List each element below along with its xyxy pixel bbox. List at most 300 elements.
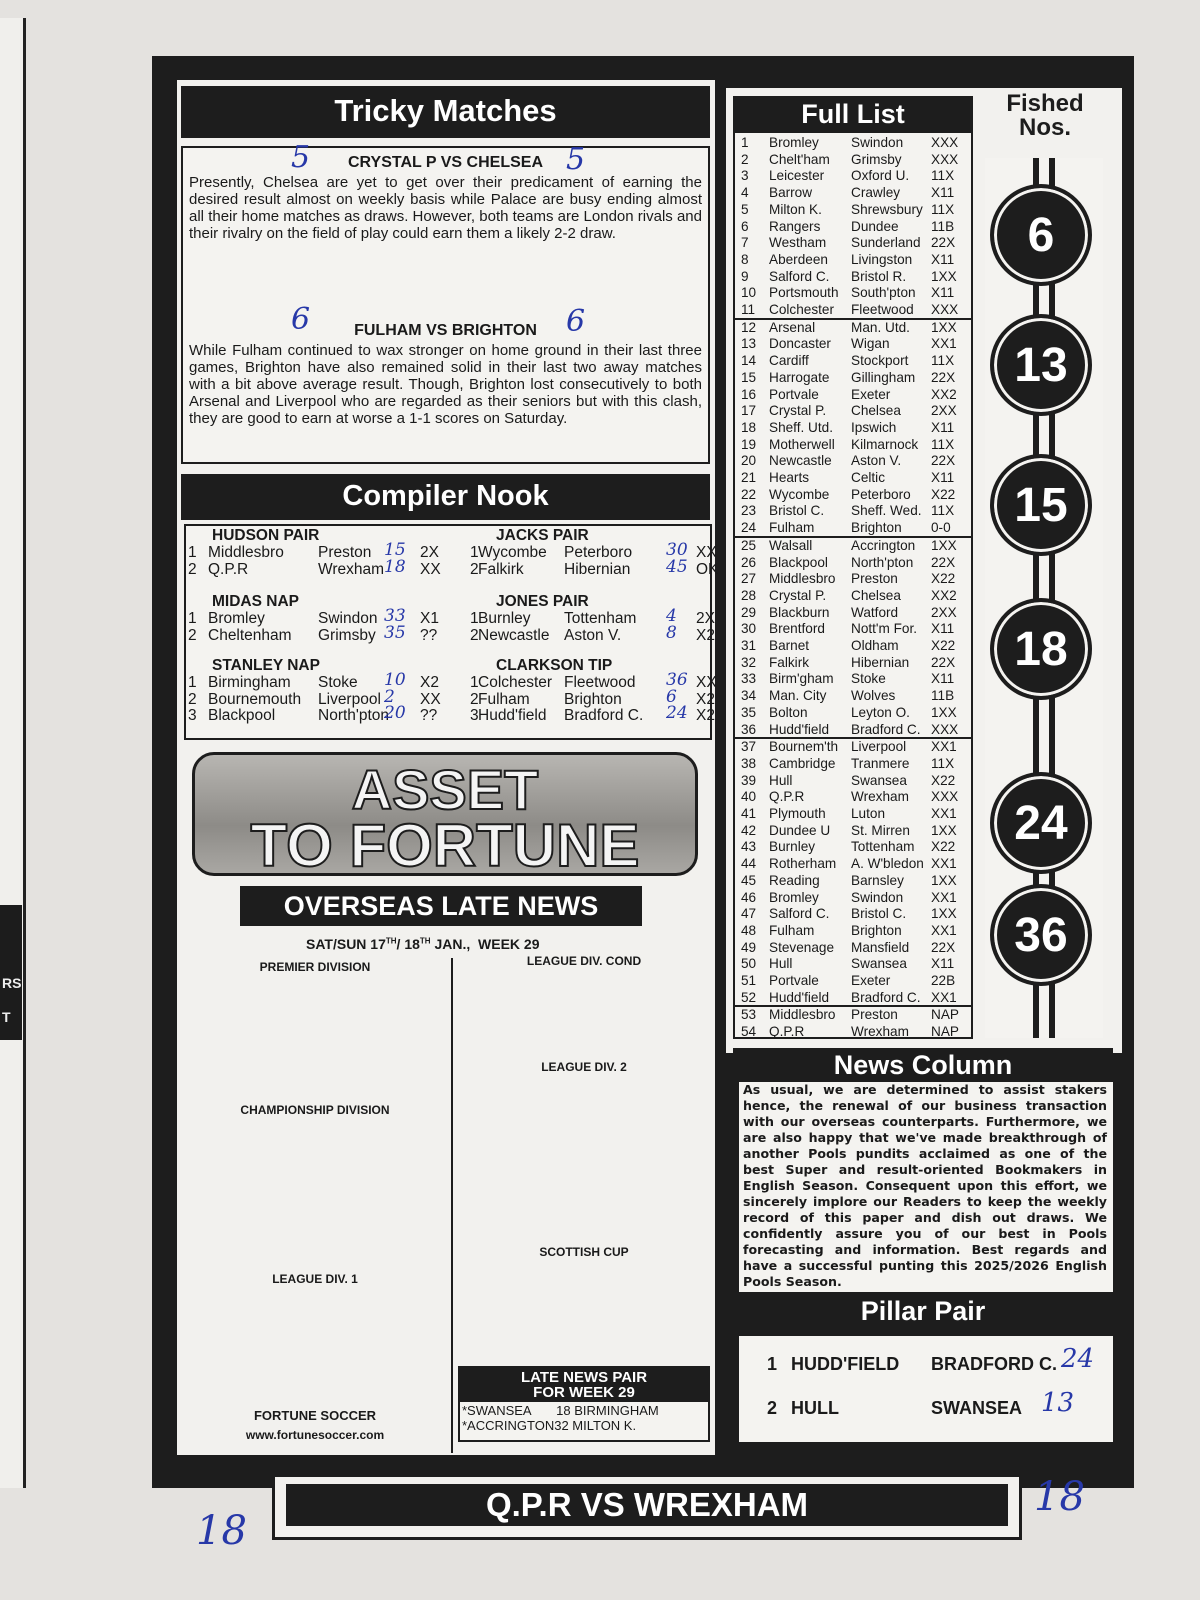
full-list-num: 2 — [741, 151, 749, 167]
compiler-row — [470, 703, 720, 725]
asset-banner-line1: ASSET — [351, 758, 539, 821]
compiler-handwritten-number: 8 — [666, 622, 677, 643]
late-news-pair-row2: *ACCRINGTON32 MILTON K. — [462, 1418, 637, 1433]
full-list-away: Brighton — [851, 922, 902, 938]
full-list-row — [735, 739, 971, 756]
full-list-prediction: XX1 — [931, 922, 957, 938]
full-list-away: Bristol R. — [851, 268, 907, 284]
compiler-away-team: Preston — [318, 543, 372, 561]
tricky-matches-header: Tricky Matches — [181, 86, 710, 138]
full-list-prediction: NAP — [931, 1007, 959, 1023]
full-list-away: Luton — [851, 806, 886, 821]
full-list-away: Bristol C. — [851, 906, 907, 922]
full-list-row — [735, 722, 971, 739]
fished-title-2: Nos. — [1018, 114, 1071, 141]
late-news-pair-title1: LATE NEWS PAIR — [520, 1369, 648, 1386]
compiler-group — [470, 594, 720, 644]
full-list-away: Brighton — [851, 520, 902, 536]
full-list-prediction: XX1 — [931, 889, 957, 905]
full-list-prediction: 22X — [931, 235, 956, 251]
fished-number-ball — [990, 598, 1092, 700]
full-list-prediction: 1XX — [931, 822, 957, 838]
match1-text: Presently, Chelsea are yet to get over their predicament of earning the desired result almost on weekly basis while Palace are busy ending almost all their home matches as draws. However, both teams are London rivals and their rivalry on the field of play could earn them a likely 2-2 draw. — [189, 174, 702, 242]
full-list-home: Fulham — [769, 922, 815, 938]
compiler-row-num: 2 — [188, 626, 197, 644]
full-list-prediction: XX1 — [931, 336, 957, 352]
full-list-table — [733, 131, 973, 1039]
full-list-away: Oxford U. — [851, 168, 910, 184]
full-list-num: 32 — [741, 654, 757, 670]
overseas-divider — [451, 958, 453, 1453]
full-list-away: Wrexham — [851, 789, 909, 805]
compiler-away-team: Aston V. — [564, 626, 622, 644]
full-list-row — [735, 923, 971, 940]
fished-number: 24 — [1014, 797, 1068, 850]
left-strip-text-2: T — [2, 1009, 11, 1025]
compiler-home-team: Middlesbro — [208, 543, 284, 561]
full-list-prediction: 11X — [931, 168, 955, 184]
asset-banner — [192, 752, 698, 879]
overseas-section-header: CHAMPIONSHIP DIVISION — [240, 1102, 390, 1117]
compiler-home-team: Falkirk — [478, 560, 524, 578]
full-list-away: South'pton — [851, 285, 916, 301]
compiler-row — [470, 605, 720, 628]
fished-number-ball — [990, 884, 1092, 986]
full-list-prediction: X22 — [931, 486, 956, 502]
compiler-away-team: Swindon — [318, 609, 378, 627]
full-list-home: Burnley — [769, 839, 816, 855]
full-list-row — [735, 873, 971, 890]
compiler-row-num: 2 — [470, 626, 479, 644]
footer-brand: FORTUNE SOCCER — [253, 1408, 377, 1423]
compiler-group-title: MIDAS NAP — [212, 593, 299, 610]
full-list-row — [735, 756, 971, 773]
full-list-num: 18 — [741, 419, 757, 435]
full-list-row — [735, 302, 971, 319]
compiler-row-num: 1 — [470, 609, 479, 627]
pillar-pair-title: Pillar Pair — [860, 1296, 986, 1326]
full-list-home: Bournem'th — [769, 739, 839, 755]
full-list-row — [735, 420, 971, 437]
full-list-away: Oldham — [851, 638, 899, 653]
full-list-num: 21 — [741, 470, 757, 485]
full-list-away: Man. Utd. — [851, 319, 910, 335]
compiler-group — [470, 658, 720, 725]
full-list-row — [735, 621, 971, 638]
full-list-home: Portvale — [769, 386, 819, 402]
full-list-row — [735, 1007, 971, 1024]
full-list-prediction: 22X — [931, 369, 956, 385]
full-list-away: Celtic — [851, 470, 885, 485]
compiler-row — [470, 622, 720, 645]
full-list-row — [735, 671, 971, 688]
full-list-num: 16 — [741, 386, 757, 402]
compiler-handwritten-number: 4 — [666, 605, 677, 626]
full-list-home: Wycombe — [769, 486, 830, 502]
compiler-prediction: XX — [420, 560, 441, 578]
full-list-num: 24 — [741, 520, 757, 536]
full-list-home: Falkirk — [769, 654, 810, 670]
fished-number-ball — [990, 314, 1092, 416]
match1-handwritten-left: 5 — [291, 140, 311, 175]
full-list-away: Exeter — [851, 973, 891, 988]
full-list-row — [735, 906, 971, 923]
compiler-away-team: Hibernian — [564, 560, 631, 578]
full-list-home: Newcastle — [769, 453, 832, 469]
compiler-handwritten-number: 20 — [384, 703, 406, 724]
full-list-home: Portvale — [769, 973, 819, 988]
compiler-away-team: Grimsby — [318, 626, 376, 644]
full-list-prediction: 11X — [931, 503, 955, 519]
full-list-prediction: XX1 — [931, 739, 957, 755]
pillar-r1-handwritten: 24 — [1061, 1344, 1095, 1374]
full-list-home: Stevenage — [769, 939, 835, 955]
full-list-away: Chelsea — [851, 587, 901, 603]
full-list-prediction: 11X — [931, 755, 955, 771]
full-list-away: Grimsby — [851, 151, 902, 167]
full-list-row — [735, 789, 971, 806]
compiler-prediction: X2 — [696, 707, 715, 725]
full-list-away: Chelsea — [851, 403, 901, 419]
compiler-prediction: X2 — [696, 626, 715, 644]
full-list-away: Ipswich — [851, 419, 897, 435]
compiler-handwritten-number: 6 — [666, 686, 677, 707]
full-list-num: 17 — [741, 403, 757, 419]
news-column-text: As usual, we are determined to assist stakers hence, the renewal of our business transaction with our overseas counterparts. Furthermore, we are also happy that we've made breakthrough of another Pools pundits acclaimed as one of the best Super and result-oriented Bookmakers in English Season. Consequent upon this effort, we sincerely implore our Readers to keep the weekly record of this paper and dish out draws. We confidently assure you of our best in Pools forecasting and information. Best regards and have a successful punting this 2025/2026 English Pools Season. — [743, 1082, 1107, 1289]
pillar-r1-home: HUDD'FIELD — [791, 1354, 900, 1374]
match1-handwritten-right: 5 — [566, 142, 586, 177]
full-list-num: 54 — [741, 1024, 757, 1040]
full-list-row — [735, 370, 971, 387]
full-list-away: Wolves — [851, 688, 896, 704]
full-list-row — [735, 990, 971, 1007]
full-list-row — [735, 940, 971, 957]
compiler-row-num: 2 — [470, 690, 479, 708]
full-list-home: Portsmouth — [769, 285, 839, 301]
full-list-home: Q.P.R — [769, 789, 805, 805]
full-list-home: Leicester — [769, 168, 825, 184]
full-list-row — [735, 806, 971, 823]
full-list-row — [735, 336, 971, 353]
compiler-handwritten-number: 18 — [384, 556, 406, 577]
compiler-prediction: XX — [420, 690, 441, 708]
full-list-home: Middlesbro — [769, 1007, 836, 1023]
full-list-away: Fleetwood — [851, 302, 914, 317]
full-list-away: Nott'm For. — [851, 621, 918, 637]
full-list-row — [735, 285, 971, 302]
compiler-row — [188, 669, 439, 692]
compiler-group — [188, 594, 438, 644]
full-list-away: Barnsley — [851, 872, 904, 888]
late-news-pair-title2: FOR WEEK 29 — [533, 1384, 635, 1401]
match1-title: CRYSTAL P VS CHELSEA — [348, 154, 543, 171]
full-list-prediction: 22X — [931, 654, 956, 670]
full-list-prediction: 11X — [931, 201, 955, 217]
compiler-prediction: XX — [696, 543, 717, 561]
full-list-row — [735, 437, 971, 454]
pillar-pair-box — [739, 1336, 1113, 1442]
fished-title-1: Fished — [1006, 90, 1084, 117]
news-column-title: News Column — [833, 1050, 1013, 1080]
full-list-num: 38 — [741, 755, 757, 771]
full-list-num: 40 — [741, 789, 757, 805]
full-list-row — [735, 773, 971, 790]
full-list-num: 15 — [741, 369, 757, 385]
compiler-row-num: 3 — [188, 707, 197, 725]
fished-number: 18 — [1014, 623, 1068, 676]
full-list-home: Crystal P. — [769, 403, 827, 419]
full-list-num: 20 — [741, 453, 757, 469]
full-list-prediction: X11 — [931, 621, 955, 637]
full-list-num: 27 — [741, 571, 757, 587]
compiler-row-num: 1 — [470, 543, 479, 561]
pillar-r2-home: HULL — [791, 1398, 839, 1418]
full-list-row — [735, 320, 971, 337]
full-list-away: Bradford C. — [851, 989, 921, 1005]
full-list-num: 31 — [741, 638, 757, 653]
left-page-edge — [0, 18, 26, 1488]
compiler-away-team: Tottenham — [564, 609, 637, 627]
full-list-row — [735, 688, 971, 705]
full-list-away: A. W'bledon — [851, 856, 924, 872]
compiler-away-team: Bradford C. — [564, 707, 644, 725]
full-list-prediction: X11 — [931, 285, 955, 301]
full-list-num: 10 — [741, 285, 757, 301]
full-list-num: 22 — [741, 486, 757, 502]
full-list-row — [735, 387, 971, 404]
full-list-num: 11 — [741, 302, 756, 317]
full-list-prediction: X11 — [931, 251, 955, 267]
full-list-away: Stoke — [851, 671, 886, 687]
full-list-num: 34 — [741, 688, 757, 704]
full-list-num: 44 — [741, 856, 757, 872]
full-list-prediction: X11 — [931, 419, 955, 435]
full-list-row — [735, 470, 971, 487]
fished-number: 6 — [1027, 209, 1055, 262]
full-list-home: Salford C. — [769, 906, 830, 922]
full-list-home: Aberdeen — [769, 251, 828, 267]
full-list-prediction: XX1 — [931, 989, 957, 1005]
full-list-away: Swansea — [851, 956, 907, 972]
compiler-handwritten-number: 30 — [666, 539, 688, 560]
full-list-row — [735, 555, 971, 572]
full-list-away: Dundee — [851, 218, 899, 234]
full-list-row — [735, 1024, 971, 1041]
compiler-group-title: JACKS PAIR — [496, 527, 589, 544]
full-list-row — [735, 839, 971, 856]
compiler-away-team: Brighton — [564, 690, 622, 708]
compiler-row-num: 1 — [188, 543, 197, 561]
full-list-prediction: XX2 — [931, 386, 957, 402]
compiler-away-team: North'pton — [318, 707, 390, 725]
fished-number-ball — [990, 772, 1092, 874]
full-list-away: Wigan — [851, 336, 890, 352]
compiler-row — [188, 556, 441, 579]
tricky-matches-box — [181, 140, 710, 464]
full-list-row — [735, 538, 971, 555]
full-list-row — [735, 453, 971, 470]
full-list-prediction: 11X — [931, 436, 955, 452]
full-list-prediction: X11 — [931, 185, 955, 201]
compiler-home-team: Wycombe — [478, 543, 547, 561]
full-list-prediction: 11B — [931, 218, 955, 234]
full-list-home: Bolton — [769, 704, 808, 720]
full-list-prediction: XXX — [931, 721, 959, 737]
overseas-date-sup1: TH — [385, 936, 397, 946]
full-list-home: Barnet — [769, 638, 810, 653]
full-list-row — [735, 235, 971, 252]
full-list-home: Salford C. — [769, 268, 830, 284]
full-list-home: Reading — [769, 872, 820, 888]
full-list-away: Preston — [851, 571, 898, 587]
compiler-row-num: 2 — [188, 560, 197, 578]
match2-handwritten-right: 6 — [566, 304, 586, 339]
full-list-num: 33 — [741, 671, 757, 687]
full-list-num: 29 — [741, 604, 757, 620]
full-list-num: 26 — [741, 554, 757, 570]
match2-handwritten-left: 6 — [291, 302, 311, 337]
full-list-row — [735, 403, 971, 420]
full-list-row — [735, 705, 971, 722]
overseas-section-header: PREMIER DIVISION — [259, 960, 371, 974]
pillar-r1-away: BRADFORD C. — [931, 1354, 1057, 1374]
full-list-row — [735, 168, 971, 185]
full-list-row — [735, 219, 971, 236]
full-list-away: Leyton O. — [851, 704, 910, 720]
full-list-home: Bromley — [769, 889, 819, 905]
full-list-home: Westham — [769, 235, 827, 251]
full-list-prediction: X22 — [931, 772, 956, 788]
full-list-home: Q.P.R — [769, 1024, 805, 1040]
compiler-row-num: 3 — [470, 707, 479, 725]
full-list-num: 42 — [741, 822, 757, 838]
full-list-header: Full List — [733, 96, 973, 132]
compiler-home-team: Q.P.R — [208, 560, 249, 578]
pillar-r2-handwritten: 13 — [1041, 1388, 1075, 1418]
compiler-handwritten-number: 10 — [384, 669, 406, 690]
compiler-row-num: 1 — [188, 609, 197, 627]
full-list-num: 28 — [741, 587, 757, 603]
compiler-home-team: Bournemouth — [208, 690, 302, 708]
full-list-num: 14 — [741, 353, 757, 369]
full-list-num: 52 — [741, 989, 757, 1005]
full-list-row — [735, 353, 971, 370]
full-list-row — [735, 638, 971, 655]
full-list-prediction: 2XX — [931, 403, 957, 419]
full-list-row — [735, 185, 971, 202]
full-list-num: 48 — [741, 922, 757, 938]
full-list-num: 39 — [741, 772, 757, 788]
full-list-home: Sheff. Utd. — [769, 419, 833, 435]
full-list-row — [735, 503, 971, 520]
left-page-fragment — [0, 905, 22, 1040]
full-list-prediction: X22 — [931, 571, 956, 587]
full-list-num: 9 — [741, 268, 749, 284]
overseas-date-prefix: SAT/SUN 17 — [306, 936, 386, 952]
full-list-row — [735, 890, 971, 907]
full-list-num: 13 — [741, 336, 757, 352]
bottom-handwritten-right: 18 — [1034, 1474, 1085, 1520]
compiler-handwritten-number: 35 — [384, 622, 406, 643]
compiler-home-team: Bromley — [208, 609, 265, 627]
full-list-prediction: XXX — [931, 302, 959, 317]
full-list-home: Colchester — [769, 302, 834, 317]
full-list-home: Brentford — [769, 621, 825, 637]
full-list-prediction: X11 — [931, 671, 955, 687]
full-list-home: Plymouth — [769, 806, 826, 821]
full-list-prediction: 1XX — [931, 319, 957, 335]
fished-number: 36 — [1014, 909, 1068, 962]
compiler-home-team: Hudd'field — [478, 707, 547, 725]
full-list-home: Barrow — [769, 185, 813, 201]
full-list-row — [735, 152, 971, 169]
full-list-away: Accrington — [851, 537, 916, 553]
bottom-handwritten-left: 18 — [196, 1508, 247, 1554]
full-list-away: Stockport — [851, 353, 909, 369]
compiler-away-team: Peterboro — [564, 543, 633, 561]
full-list-home: Dundee U — [769, 822, 831, 838]
full-list-prediction: NAP — [931, 1024, 959, 1040]
full-list-prediction: XXX — [931, 151, 959, 167]
full-list-home: Crystal P. — [769, 587, 827, 603]
compiler-prediction: OK — [696, 560, 719, 578]
full-list-home: Fulham — [769, 520, 815, 536]
full-list-away: Kilmarnock — [851, 436, 919, 452]
compiler-handwritten-number: 36 — [666, 669, 688, 690]
match2-text: While Fulham continued to wax stronger on home ground in their last three games, Brighton have also remained solid in their last two away matches with a bit above average result. Though, Brighton lost consecutively to both Arsenal and Liverpool who are regarded as their seniors but with this clash, they are good to earn at worse a 1-1 scores on Saturday. — [189, 342, 702, 427]
full-list-prediction: XX1 — [931, 856, 957, 872]
compiler-prediction: X1 — [420, 609, 439, 627]
full-list-prediction: 1XX — [931, 704, 957, 720]
full-list-home: Hearts — [769, 470, 810, 485]
full-list-num: 30 — [741, 621, 757, 637]
full-list-prediction: 1XX — [931, 872, 957, 888]
full-list-home: Bristol C. — [769, 503, 825, 519]
compiler-prediction: ?? — [420, 707, 438, 725]
overseas-date-mid: / 18 — [396, 936, 420, 952]
overseas-late-news-header: OVERSEAS LATE NEWS — [240, 886, 642, 926]
full-list-away: Watford — [851, 604, 899, 620]
full-list-away: Swindon — [851, 889, 904, 905]
compiler-away-team: Stoke — [318, 673, 358, 691]
full-list-row — [735, 605, 971, 622]
full-list-num: 37 — [741, 739, 757, 755]
compiler-row — [470, 669, 720, 692]
full-list-row — [735, 520, 971, 537]
compiler-row — [188, 622, 438, 645]
compiler-prediction: XX — [696, 673, 717, 691]
fished-number-ball — [990, 184, 1092, 286]
full-list-num: 49 — [741, 939, 757, 955]
compiler-row-num: 1 — [470, 673, 479, 691]
fished-number: 13 — [1014, 339, 1068, 392]
full-list-away: Mansfield — [851, 939, 910, 955]
full-list-home: Motherwell — [769, 436, 835, 452]
overseas-date-sup2: TH — [419, 936, 431, 946]
compiler-handwritten-number: 24 — [666, 703, 688, 724]
full-list-home: Birm'gham — [769, 671, 834, 687]
full-list-prediction: 22X — [931, 939, 956, 955]
compiler-group — [188, 527, 441, 578]
late-news-pair-box — [458, 1366, 710, 1442]
full-list-home: Arsenal — [769, 319, 816, 335]
full-list-prediction: 1XX — [931, 537, 957, 553]
compiler-group-title: STANLEY NAP — [212, 657, 320, 674]
compiler-group — [470, 528, 720, 578]
full-list-away: Bradford C. — [851, 721, 921, 737]
full-list-away: Swindon — [851, 135, 904, 150]
full-list-num: 19 — [741, 436, 757, 452]
